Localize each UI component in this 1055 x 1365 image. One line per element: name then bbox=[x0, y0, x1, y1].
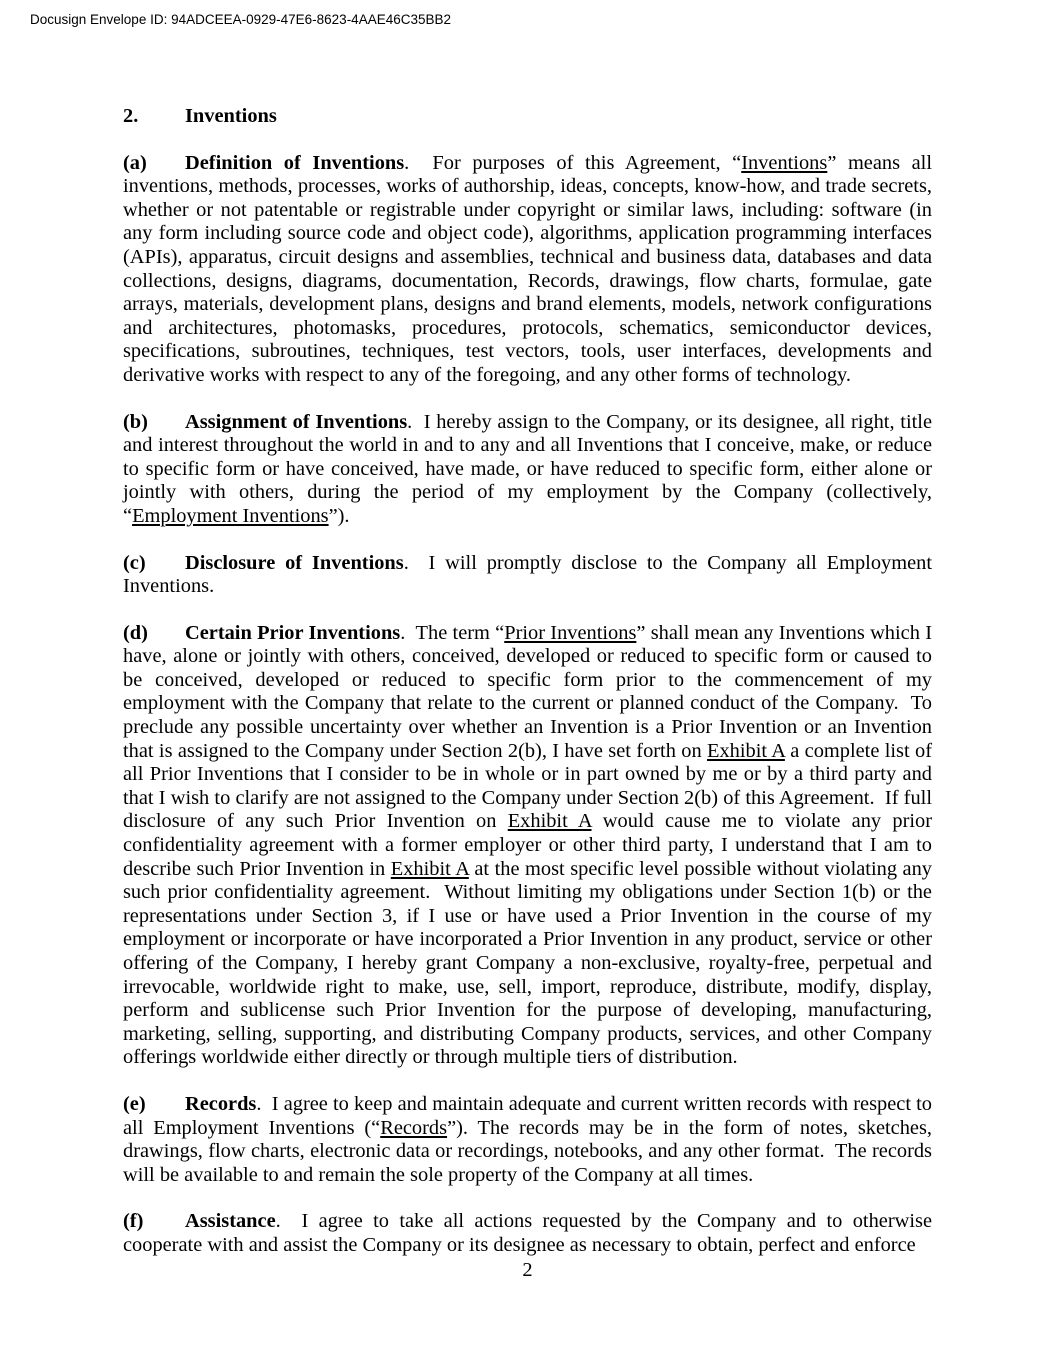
docusign-envelope-id: Docusign Envelope ID: 94ADCEEA-0929-47E6-8623-4AAE46C35BB2 bbox=[30, 12, 452, 27]
page-number: 2 bbox=[522, 1259, 533, 1282]
paragraph-c-disclosure-of-inventions: (c) Disclosure of Inventions. I will promptly disclose to the Company all Employment Inventions. bbox=[123, 551, 938, 598]
section-heading: 2. Inventions bbox=[123, 105, 277, 127]
paragraph-f-assistance: (f) Assistance. I agree to take all actions requested by the Company and to otherwise cooperate with and assist the Company or its designee as necessary to obtain, perfect and enforce bbox=[123, 1210, 938, 1256]
paragraph-a-definition-of-inventions: (a) Definition of Inventions. For purposes of this Agreement, “Inventions” means all inventions, methods, processes, works of authorship, ideas, concepts, know-how, and trade secrets, whether or not patentable or registrable under copyright or similar laws, including: software (in any form including source code and object code), algorithms, application programming interfaces (APIs), apparatus, circuit designs and assemblies, technical and business data, databases and data collections, designs, diagrams, documentation, Records, drawings, flow charts, formulae, gate arrays, materials, development plans, designs and brand elements, models, network configurations and architectures, photomasks, procedures, protocols, schematics, semiconductor devices, specifications, subroutines, techniques, test vectors, tools, user interfaces, developments and derivative works with respect to any of the foregoing, and any other forms of technology. bbox=[123, 151, 938, 386]
paragraph-b-assignment-of-inventions: (b) Assignment of Inventions. I hereby assign to the Company, or its designee, all right, title and interest throughout the world in and to any and all Inventions that I conceive, make, or reduce to specific form or have conceived, have made, or have reduced to specific form, either alone or jointly with others, during the period of my employment by the Company (collectively, “Employment Inventions”). bbox=[123, 410, 938, 527]
paragraph-d-certain-prior-inventions: (d) Certain Prior Inventions. The term “Prior Inventions” shall mean any Inventions which I have, alone or jointly with others, conceived, developed or reduced to specific form or caused to be conceived, developed or reduced to specific form prior to the commencement of my employment with the Company that relate to the current or planned conduct of the Company. To preclude any possible uncertainty over whether an Invention is a Prior Invention or an Invention that is assigned to the Company under Section 2(b), I have set forth on Exhibit A a complete list of all Prior Inventions that I consider to be in whole or in part owned by me or by a third party and that I wish to clarify are not assigned to the Company under Section 2(b) of this Agreement. If full disclosure of any such Prior Invention on Exhibit A would cause me to violate any prior confidentiality agreement with a former employer or other third party, I understand that I am to describe such Prior Invention in Exhibit A at the most specific level possible without violating any such prior confidentiality agreement. Without limiting my obligations under Section 1(b) or the representations under Section 3, if I use or have used a Prior Invention in the course of my employment or incorporate or have incorporated a Prior Invention in any product, service or other offering of the Company, I hereby grant Company a non-exclusive, royalty-free, perpetual and irrevocable, worldwide right to make, use, sell, import, reproduce, distribute, modify, display, perform and sublicense such Prior Invention for the purpose of developing, manufacturing, marketing, selling, supporting, and distributing Company products, services, and other Company offerings worldwide either directly or through multiple tiers of distribution. bbox=[123, 621, 938, 1069]
document-content bbox=[123, 105, 938, 1281]
paragraph-e-records: (e) Records. I agree to keep and maintain adequate and current written records with respect to all Employment Inventions (“Records”). The records may be in the form of notes, sketches, drawings, flow charts, electronic data or recordings, notebooks, and any other format. The records will be available to and remain the sole property of the Company at all times. bbox=[123, 1092, 938, 1186]
